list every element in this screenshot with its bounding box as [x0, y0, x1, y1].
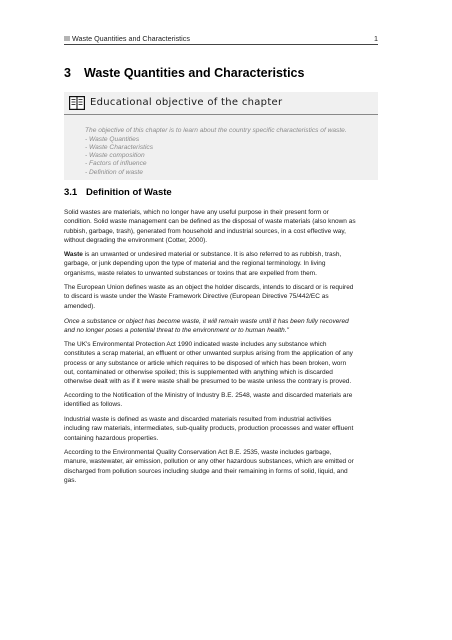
text-line: According to the Notification of the Ministry of Industry B.E. 2548, waste and discarded materials are: [64, 392, 353, 399]
text-line: including raw materials, intermediates, sub-quality products, production processes and water effluent: [64, 425, 354, 433]
paragraph-8: [64, 448, 378, 485]
paragraph-5: [64, 340, 378, 386]
text-line: Solid wastes are materials, which no longer have any useful purpose in their present form or: [64, 209, 329, 216]
objective-item: - Waste Characteristics: [85, 143, 154, 151]
text-line: [64, 250, 378, 259]
text-line: identified as follows.: [64, 401, 123, 409]
text-line: garbage, or junk depending upon the type of material and the regional terminology. In living: [64, 260, 326, 268]
text-line: and no longer poses a potential threat to the environment or to human health.": [64, 327, 289, 335]
text-line: discharged from pollution sources including sludge and their remaining in forms of solid, liquid, and: [64, 467, 348, 475]
text-line: without degrading the environment (Cotter, 2000).: [64, 236, 208, 244]
chapter-number: 3: [64, 66, 71, 80]
text-line: The European Union defines waste as an object the holder discards, intends to discard or is required: [64, 284, 354, 291]
text-line: process or any substance or article which requires to be disposed of which has been broken, worn: [64, 359, 347, 367]
text-line: organisms, waste relates to unwanted substances or toxins that are expelled from them.: [64, 269, 317, 277]
text-line: gas.: [64, 476, 77, 484]
paragraph-4: [64, 317, 378, 336]
header-divider: [64, 44, 378, 45]
objective-list: [85, 136, 153, 177]
text-line: otherwise dealt with as if it were waste shall be presumed to be waste unless the contrary is proved.: [64, 378, 352, 386]
objective-item: - Factors of influence: [85, 160, 147, 168]
text-line: containing hazardous properties.: [64, 434, 159, 442]
paragraph-2: [64, 250, 378, 278]
text-line: Industrial waste is defined as waste and discarded materials resulted from industrial activities: [64, 416, 332, 423]
waste-term: Waste: [64, 251, 83, 258]
paragraph-6: [64, 391, 378, 410]
section-title: [64, 187, 172, 198]
running-header-chapter: III Waste Quantities and Characteristics: [64, 34, 190, 43]
text-line: condition. Solid waste management can be defined as the disposal of waste materials (also known as: [64, 218, 356, 226]
text-run: is an unwanted or undesired material or substance. It is also referred to as rubbish, trash,: [82, 251, 342, 258]
text-line: to discard is waste under the Waste Framework Directive (European Directive 75/442/EC as: [64, 293, 329, 301]
objective-item: - Waste composition: [85, 152, 145, 160]
open-book-icon: [69, 96, 85, 110]
objective-item: - Waste Quantities: [85, 135, 140, 143]
objective-box: [64, 92, 378, 180]
objective-heading: Educational objective of the chapter: [90, 97, 283, 108]
objective-intro: The objective of this chapter is to learn about the country specific characteristics of waste.: [85, 127, 347, 134]
objective-item: - Definition of waste: [85, 168, 143, 176]
text-line: amended).: [64, 302, 96, 310]
chapter-title: [64, 66, 304, 80]
text-line: out, contaminated or otherwise spoiled; this is supplemented with anything which is discarded: [64, 368, 333, 376]
paragraph-3: [64, 283, 378, 311]
text-line: Once a substance or object has become waste, it will remain waste until it has been fully recovered: [64, 318, 349, 325]
text-line: According to the Environmental Quality Conservation Act B.E. 2535, waste includes garbage,: [64, 449, 332, 456]
chapter-title-text: Waste Quantities and Characteristics: [84, 66, 305, 80]
text-line: The UK's Environmental Protection Act 1990 indicated waste includes any substance which: [64, 341, 327, 348]
text-line: constitutes a scrap material, an effluent or other unwanted surplus arising from the application of any: [64, 350, 353, 358]
text-line: rubbish, garbage, trash), generated from household and industrial sources, in a cost effective way,: [64, 227, 346, 235]
section-number: 3.1: [64, 187, 78, 198]
page-number: 1: [374, 34, 378, 43]
paragraph-7: [64, 415, 378, 443]
section-title-text: Definition of Waste: [86, 187, 172, 198]
text-line: manure, wastewater, air emission, pollution or any other hazardous substances, which are emitted or: [64, 458, 354, 466]
paragraph-1: [64, 208, 378, 245]
running-header: [64, 34, 378, 43]
objective-divider: [64, 114, 378, 115]
